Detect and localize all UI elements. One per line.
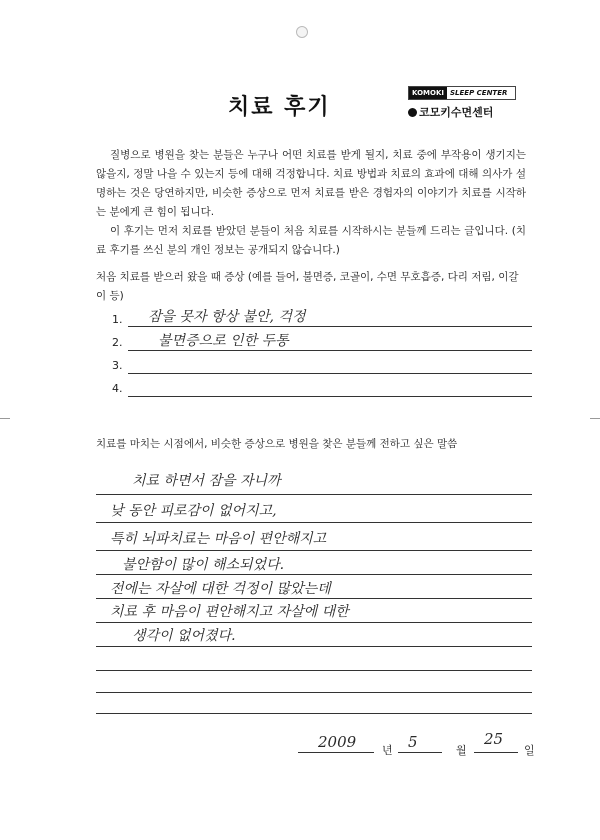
- message-line-text[interactable]: 불안함이 많이 해소되었다.: [122, 557, 285, 573]
- logo-mark-icon: [408, 108, 417, 117]
- symptom-text[interactable]: 불면증으로 인한 두통: [158, 333, 289, 349]
- page-title: 치료 후기: [228, 95, 331, 120]
- intro-paragraph-2: 이 후기는 먼저 치료를 받았던 분들이 처음 치료를 시작하시는 분들께 드리는 글입니다. (치료 후기를 쓰신 분의 개인 정보는 공개되지 않습니다.): [96, 225, 526, 256]
- message-line: [96, 550, 532, 551]
- message-line: [96, 598, 532, 599]
- punch-hole: [296, 26, 308, 38]
- message-line-text[interactable]: 낮 동안 피로감이 없어지고,: [110, 503, 277, 519]
- komoki-logo: [408, 86, 516, 122]
- logo-english: [408, 86, 516, 100]
- symptom-number: 2.: [112, 336, 123, 349]
- symptom-number: 3.: [112, 359, 123, 372]
- fold-mark-left: [0, 418, 10, 419]
- intro-paragraph-1: 질병으로 병원을 찾는 분들은 누구나 어떤 치료를 받게 될지, 치료 중에 부작용이 생기지는 않을지, 정말 나을 수 있는지 등에 대해 걱정합니다. 치료 방법과 치료의 효과에 대해 의사가 설명하는 것은 당연하지만, 비슷한 증상으로 먼저 치료를 받은 경험자의 이야기가 치료를 시작하는 분에게 큰 힘이 됩니다.: [96, 149, 526, 218]
- date-month-line: [398, 752, 442, 753]
- date-year[interactable]: 2009: [318, 733, 357, 751]
- message-line-text[interactable]: 생각이 없어졌다.: [132, 628, 236, 644]
- message-line: [96, 522, 532, 523]
- message-line-text[interactable]: 특히 뇌파치료는 마음이 편안해지고: [110, 531, 327, 547]
- date-day[interactable]: 25: [484, 730, 504, 748]
- message-line: [96, 692, 532, 693]
- message-line-text[interactable]: 치료 하면서 잠을 자니까: [132, 473, 281, 489]
- message-line-text[interactable]: 치료 후 마음이 편안해지고 자살에 대한: [110, 604, 349, 620]
- message-line: [96, 646, 532, 647]
- symptom-line: [128, 350, 532, 351]
- symptoms-label: 처음 치료를 받으러 왔을 때 증상 (예를 들어, 불면증, 코골이, 수면 무호흡증, 다리 저림, 이갈이 등): [96, 271, 519, 302]
- symptom-line: [128, 373, 532, 374]
- date-month-label: 월: [456, 744, 467, 757]
- symptom-line: [128, 326, 532, 327]
- symptom-number: 1.: [112, 313, 123, 326]
- message-label: 치료를 마치는 시점에서, 비슷한 증상으로 병원을 찾은 분들께 전하고 싶은 말씀: [96, 438, 458, 450]
- symptom-number: 4.: [112, 382, 123, 395]
- symptom-text[interactable]: 잠을 못자 항상 불안, 걱정: [148, 309, 306, 325]
- logo-english-dark: KOMOKI: [409, 87, 447, 99]
- date-month[interactable]: 5: [408, 733, 418, 751]
- date-year-line: [298, 752, 374, 753]
- message-line-text[interactable]: 전에는 자살에 대한 걱정이 많았는데: [110, 581, 331, 597]
- logo-korean-text: 코모키수면센터: [419, 106, 494, 119]
- message-line: [96, 622, 532, 623]
- message-line: [96, 574, 532, 575]
- logo-korean: [408, 104, 516, 120]
- logo-english-light: SLEEP CENTER: [450, 89, 508, 97]
- message-line: [96, 713, 532, 714]
- fold-mark-right: [590, 418, 600, 419]
- symptom-line: [128, 396, 532, 397]
- date-day-line: [474, 752, 518, 753]
- date-year-label: 년: [382, 744, 393, 757]
- message-line: [96, 494, 532, 495]
- date-day-label: 일: [524, 744, 535, 757]
- message-line: [96, 670, 532, 671]
- intro-text: [96, 146, 526, 260]
